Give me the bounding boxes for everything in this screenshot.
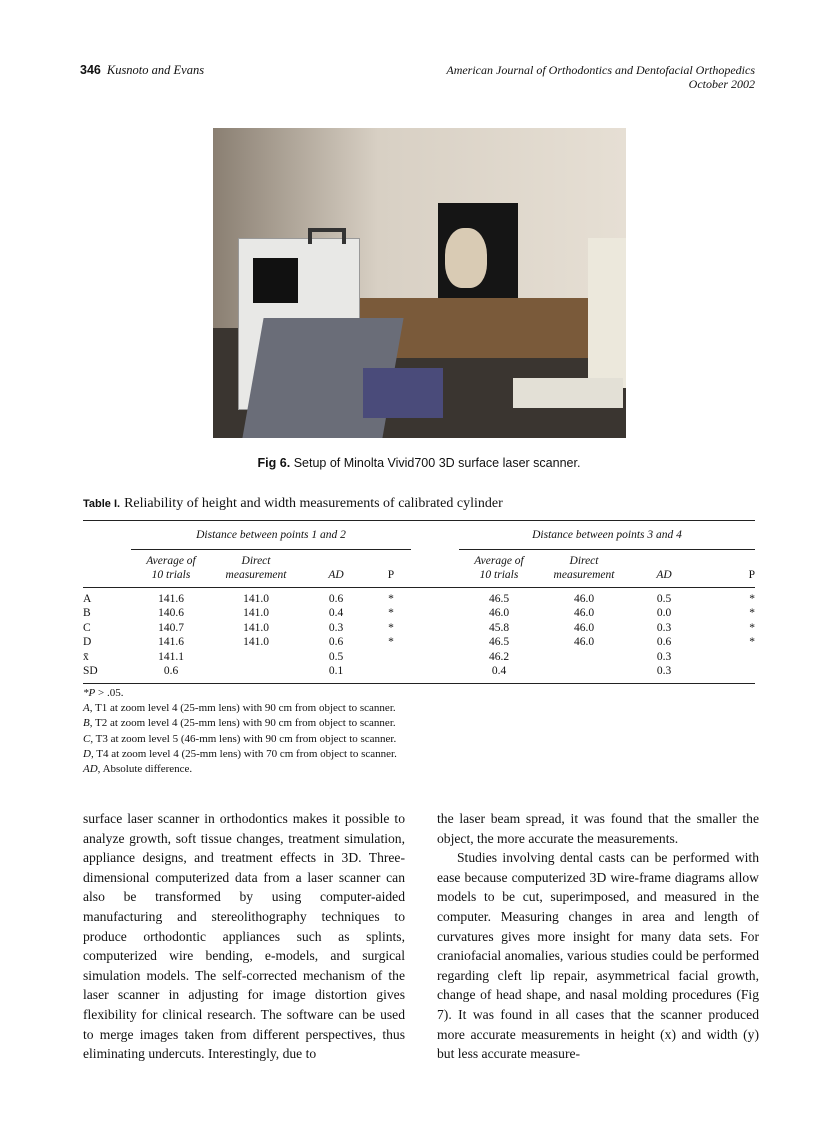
- footnote-key: D: [83, 747, 91, 760]
- table-cell: [539, 650, 629, 665]
- col-header: Average of: [474, 555, 524, 568]
- table-row: [83, 635, 755, 650]
- col-header: AD: [656, 568, 672, 581]
- col-header: AD: [328, 568, 344, 581]
- table-cell: 0.3: [656, 665, 672, 678]
- table-cell: *: [388, 607, 394, 620]
- footnote: [83, 747, 397, 762]
- table-label: Table I.: [83, 498, 121, 510]
- table-row: [83, 587, 755, 606]
- footnote: [83, 716, 397, 731]
- table-cell: 46.5: [488, 636, 510, 649]
- footnote-text: , Absolute difference.: [97, 763, 193, 776]
- table-cell: [411, 587, 459, 606]
- footnote: [83, 732, 397, 747]
- footnote: [83, 701, 397, 716]
- table-cell: 0.6: [328, 636, 344, 649]
- authors: Kusnoto and Evans: [106, 63, 205, 77]
- running-header-right: [446, 63, 755, 91]
- table-cell: 0.3: [656, 621, 672, 634]
- paragraph: Studies involving dental casts can be performed with ease because computerized 3D wire-frame diagrams allow models to be cut, superimposed, and measured in the computer. Measuring changes in area and length of curvatures gives more insight for many data sets. For craniofacial anomalies, various studies could be performed regarding cleft lip repair, asymmetrical facial growth, change of head shape, and nasal molding procedures (Fig 7). It was found in all cases that the scanner produced more accurate measurements in height (x) and width (y) but less accurate measure-: [437, 850, 759, 1062]
- table-cell: [411, 650, 459, 665]
- table-cell: [211, 650, 301, 665]
- table-cell: [411, 635, 459, 650]
- table-footnotes: [83, 686, 397, 777]
- body-column-right: [437, 809, 759, 1064]
- table-cell: *: [388, 621, 394, 634]
- table-row: [83, 621, 755, 636]
- table-cell: 0.4: [328, 607, 344, 620]
- row-label: SD: [83, 665, 98, 678]
- table-cell: 141.0: [243, 621, 269, 634]
- table-cell: 141.1: [158, 650, 184, 663]
- table-cell: [411, 621, 459, 636]
- issue-date: October 2002: [688, 77, 755, 91]
- footnote-text: , T2 at zoom level 4 (25-mm lens) with 90 cm from object to scanner.: [89, 717, 396, 730]
- table-cell: 46.0: [488, 607, 510, 620]
- footnote: [83, 762, 397, 777]
- col-header: measurement: [553, 568, 615, 581]
- table-cell: 46.0: [573, 636, 595, 649]
- table-cell: 0.1: [328, 665, 344, 678]
- table-cell: 46.0: [573, 607, 595, 620]
- table-cell: 46.0: [573, 621, 595, 634]
- table-cell: 0.6: [163, 665, 179, 678]
- body-column-left: [83, 809, 405, 1064]
- table-cell: *: [749, 621, 755, 634]
- col-header: Direct: [569, 555, 599, 568]
- table-cell: 0.0: [656, 607, 672, 620]
- table-cell: [411, 664, 459, 683]
- table-cell: 46.5: [488, 592, 510, 605]
- col-header: 10 trials: [151, 568, 191, 581]
- footnote-text: , T4 at zoom level 4 (25-mm lens) with 70 cm from object to scanner.: [90, 747, 397, 760]
- table-cell: [699, 664, 755, 683]
- footnote-key: B: [83, 717, 90, 730]
- table-cell: [539, 664, 629, 683]
- journal-name: American Journal of Orthodontics and Dentofacial Orthopedics: [446, 63, 755, 77]
- footnote-key: *P: [83, 687, 96, 699]
- table-title: [83, 496, 503, 512]
- table-cell: *: [749, 636, 755, 649]
- table-cell: [411, 606, 459, 621]
- row-label: x̄: [83, 650, 89, 663]
- table-cell: 141.6: [158, 592, 184, 605]
- row-label: B: [83, 607, 91, 620]
- col-header: P: [748, 568, 755, 581]
- table-title-text: Reliability of height and width measurements of calibrated cylinder: [124, 496, 503, 511]
- footnote-key: A: [83, 702, 90, 715]
- col-header: Direct: [241, 555, 271, 568]
- group-header-1-2: Distance between points 1 and 2: [131, 521, 411, 550]
- col-header: 10 trials: [479, 568, 519, 581]
- col-header: P: [387, 568, 395, 581]
- figure-label: Fig 6.: [257, 456, 291, 470]
- table-cell: 45.8: [488, 621, 510, 634]
- table-cell: 141.0: [243, 607, 269, 620]
- footnote-key: C: [83, 732, 91, 745]
- paragraph: the laser beam spread, it was found that the smaller the object, the more accurate the measurements.: [437, 811, 759, 846]
- footnote-text: , T1 at zoom level 4 (25-mm lens) with 90 cm from object to scanner.: [89, 702, 396, 715]
- scanner-setup-photo: [213, 128, 626, 438]
- table-cell: *: [388, 592, 394, 605]
- table-cell: 140.6: [158, 607, 184, 620]
- table-cell: 0.4: [491, 665, 507, 678]
- table-cell: 0.3: [656, 650, 672, 663]
- row-label: C: [83, 621, 91, 634]
- table-cell: [211, 664, 301, 683]
- footnote-key: AD: [83, 763, 98, 776]
- table-row: [83, 664, 755, 683]
- col-header: Average of: [146, 555, 196, 568]
- table-cell: 0.5: [328, 650, 344, 663]
- table-cell: 46.2: [488, 650, 510, 663]
- page-number: 346: [80, 63, 101, 77]
- row-label: D: [83, 636, 92, 649]
- table-cell: 140.7: [158, 621, 184, 634]
- running-header-left: [80, 63, 204, 78]
- table-cell: 141.0: [243, 636, 269, 649]
- table-cell: [371, 650, 411, 665]
- paragraph: surface laser scanner in orthodontics makes it possible to analyze growth, soft tissue changes, treatment simulation, appliance designs, and treatment effects in 3D. Three-dimensional computerized data from a laser scanner can also be transformed by using computer-aided manufacturing and stereolithography techniques to produce orthodontic appliances such as splints, computerized wire bending, e-models, and surgical simulation models. The self-corrected mechanism of the laser scanner in adjusting for image distortion gives flexibility for clinical research. The software can be used to merge images taken from different perspectives, thus eliminating undercuts. Interestingly, due to: [83, 811, 405, 1062]
- reliability-table: [83, 520, 755, 684]
- table-row: [83, 650, 755, 665]
- table-row: [83, 606, 755, 621]
- table-cell: 0.3: [328, 621, 344, 634]
- table-cell: [699, 650, 755, 665]
- footnote: [83, 686, 397, 701]
- table-cell: *: [749, 592, 755, 605]
- table-cell: 141.6: [158, 636, 184, 649]
- footnote-text: > .05.: [95, 687, 124, 699]
- table-cell: 0.6: [656, 636, 672, 649]
- footnote-text: , T3 at zoom level 5 (46-mm lens) with 90 cm from object to scanner.: [90, 732, 397, 745]
- table-cell: *: [749, 607, 755, 620]
- figure-caption: [0, 456, 838, 470]
- group-header-3-4: Distance between points 3 and 4: [459, 521, 755, 550]
- col-header: measurement: [225, 568, 287, 581]
- table-cell: *: [388, 636, 394, 649]
- table-cell: [371, 664, 411, 683]
- figure-caption-text: Setup of Minolta Vivid700 3D surface laser scanner.: [293, 456, 581, 470]
- table-cell: 0.6: [328, 592, 344, 605]
- table-cell: 0.5: [656, 592, 672, 605]
- table-cell: 46.0: [573, 592, 595, 605]
- row-label: A: [83, 592, 92, 605]
- table-cell: 141.0: [243, 592, 269, 605]
